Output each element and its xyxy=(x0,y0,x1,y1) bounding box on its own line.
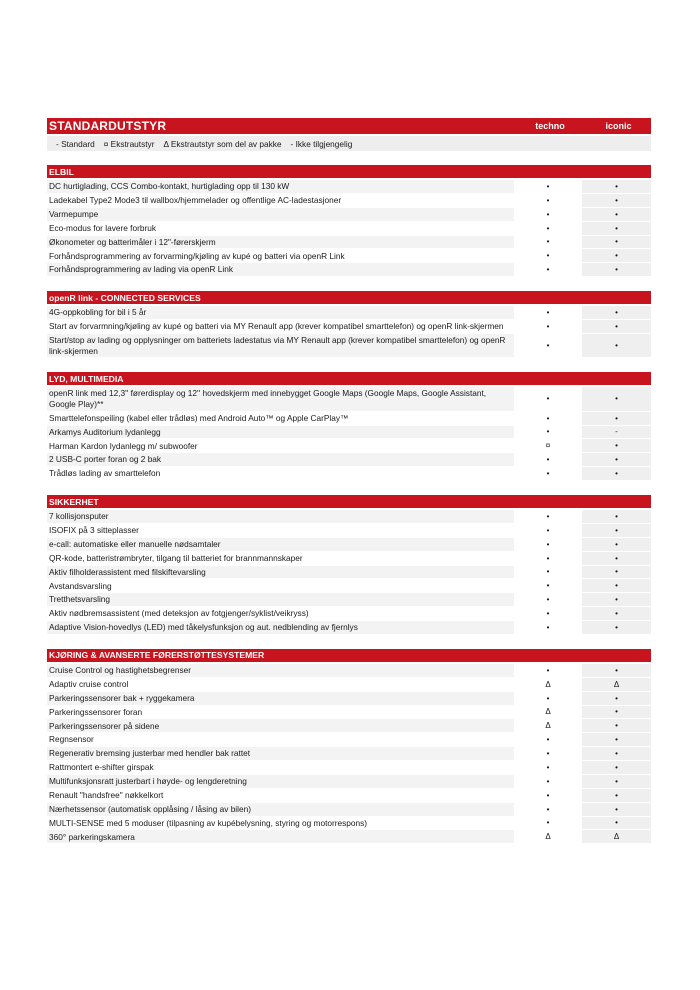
section-title: SIKKERHET xyxy=(47,495,651,508)
feature-label: Arkamys Auditorium lydanlegg xyxy=(47,426,514,439)
feature-label: Forhåndsprogrammering av forvarming/kjøling av kupé og batteri via openR Link xyxy=(47,249,514,262)
table-row xyxy=(47,747,651,761)
iconic-value: • xyxy=(582,719,651,732)
table-header xyxy=(47,118,651,134)
iconic-value: • xyxy=(582,194,651,207)
feature-label: Cruise Control og hastighetsbegrenser xyxy=(47,664,514,677)
iconic-value: Δ xyxy=(582,830,651,843)
iconic-value: • xyxy=(582,706,651,719)
feature-label: DC hurtiglading, CCS Combo-kontakt, hurtiglading opp til 130 kW xyxy=(47,180,514,193)
feature-label: ISOFIX på 3 sitteplasser xyxy=(47,524,514,537)
table-row xyxy=(47,733,651,747)
techno-value: • xyxy=(546,209,550,219)
iconic-value: • xyxy=(582,320,651,333)
iconic-value: • xyxy=(582,733,651,746)
table-row xyxy=(47,194,651,208)
table-row xyxy=(47,775,651,789)
feature-label: Regenerativ bremsing justerbar med hendler bak rattet xyxy=(47,747,514,760)
page-title: STANDARDUTSTYR xyxy=(49,119,167,133)
section xyxy=(47,165,651,277)
feature-label: Harman Kardon lydanlegg m/ subwoofer xyxy=(47,439,514,452)
table-row xyxy=(47,180,651,194)
techno-value: • xyxy=(546,195,550,205)
feature-label: Økonometer og batterimåler i 12"-førerskjerm xyxy=(47,236,514,249)
feature-label: Rattmontert e-shifter girspak xyxy=(47,761,514,774)
techno-value: • xyxy=(546,567,550,577)
section-rows xyxy=(47,664,651,844)
techno-value: • xyxy=(546,413,550,423)
iconic-value: • xyxy=(582,334,651,357)
techno-value: • xyxy=(546,181,550,191)
iconic-value: • xyxy=(582,467,651,480)
iconic-value: • xyxy=(582,208,651,221)
iconic-value: • xyxy=(582,263,651,276)
table-row xyxy=(47,524,651,538)
techno-value: • xyxy=(546,308,550,318)
feature-label: Nærhetssensor (automatisk opplåsing / låsing av bilen) xyxy=(47,803,514,816)
iconic-value: • xyxy=(582,692,651,705)
table-row xyxy=(47,236,651,250)
section-title: KJØRING & AVANSERTE FØRERSTØTTESYSTEMER xyxy=(47,649,651,662)
section-rows xyxy=(47,180,651,277)
table-row xyxy=(47,320,651,334)
iconic-value: • xyxy=(582,412,651,425)
table-row xyxy=(47,467,651,481)
table-row xyxy=(47,692,651,706)
techno-value: • xyxy=(546,321,550,331)
table-row xyxy=(47,249,651,263)
feature-label: Parkeringssensorer bak + ryggekamera xyxy=(47,692,514,705)
table-row xyxy=(47,579,651,593)
section-title: ELBIL xyxy=(47,165,651,178)
iconic-value: • xyxy=(582,222,651,235)
table-row xyxy=(47,789,651,803)
section xyxy=(47,649,651,844)
feature-label: Tretthetsvarsling xyxy=(47,593,514,606)
iconic-value: • xyxy=(582,817,651,830)
feature-label: Forhåndsprogrammering av lading via openR Link xyxy=(47,263,514,276)
equipment-table xyxy=(47,118,651,844)
table-row xyxy=(47,453,651,467)
techno-value: • xyxy=(546,539,550,549)
techno-value: • xyxy=(546,341,550,351)
table-row xyxy=(47,412,651,426)
table-row xyxy=(47,208,651,222)
feature-label: Avstandsvarsling xyxy=(47,579,514,592)
feature-label: QR-kode, batteristrømbryter, tilgang til batteriet for brannmannskaper xyxy=(47,552,514,565)
section-rows xyxy=(47,510,651,635)
feature-label: Aktiv filholderassistent med filskiftevarsling xyxy=(47,566,514,579)
iconic-value: - xyxy=(582,426,651,439)
techno-value: • xyxy=(546,511,550,521)
table-row xyxy=(47,664,651,678)
iconic-value: • xyxy=(582,789,651,802)
table-row xyxy=(47,678,651,692)
feature-label: 7 kollisjonsputer xyxy=(47,510,514,523)
techno-value: • xyxy=(546,622,550,632)
techno-value: ¤ xyxy=(545,441,551,451)
techno-value: • xyxy=(546,665,550,675)
iconic-value: • xyxy=(582,180,651,193)
feature-label: Adaptive Vision-hovedlys (LED) med tåkelysfunksjon og aut. nedblending av fjernlys xyxy=(47,621,514,634)
sections xyxy=(47,165,651,844)
techno-value: • xyxy=(546,265,550,275)
section-rows xyxy=(47,387,651,481)
table-row xyxy=(47,761,651,775)
table-row xyxy=(47,803,651,817)
techno-value: • xyxy=(546,693,550,703)
feature-label: Eco-modus for lavere forbruk xyxy=(47,222,514,235)
iconic-value: • xyxy=(582,510,651,523)
table-row xyxy=(47,593,651,607)
section xyxy=(47,372,651,481)
legend-option: ¤ Ekstrautstyr xyxy=(103,138,155,149)
techno-value: • xyxy=(546,609,550,619)
techno-value: • xyxy=(546,427,550,437)
table-row xyxy=(47,552,651,566)
table-row xyxy=(47,607,651,621)
techno-value: • xyxy=(546,581,550,591)
iconic-value: • xyxy=(582,236,651,249)
feature-label: Smarttelefonspeiling (kabel eller trådløs) med Android Auto™ og Apple CarPlay™ xyxy=(47,412,514,425)
table-row xyxy=(47,817,651,831)
iconic-value: • xyxy=(582,552,651,565)
section-title: LYD, MULTIMEDIA xyxy=(47,372,651,385)
feature-label: Renault "handsfree" nøkkelkort xyxy=(47,789,514,802)
techno-value: • xyxy=(546,525,550,535)
techno-value: Δ xyxy=(545,707,551,717)
techno-value: • xyxy=(546,762,550,772)
feature-label: e-call: automatiske eller manuelle nødsamtaler xyxy=(47,538,514,551)
feature-label: Adaptiv cruise control xyxy=(47,678,514,691)
column-header-iconic: iconic xyxy=(605,121,632,131)
techno-value: • xyxy=(546,553,550,563)
table-row xyxy=(47,263,651,277)
feature-label: 2 USB-C porter foran og 2 bak xyxy=(47,453,514,466)
techno-value: • xyxy=(546,790,550,800)
feature-label: Multifunksjonsratt justerbart i høyde- og lengderetning xyxy=(47,775,514,788)
feature-label: Parkeringssensorer på sidene xyxy=(47,719,514,732)
techno-value: • xyxy=(546,455,550,465)
techno-value: • xyxy=(546,818,550,828)
feature-label: Varmepumpe xyxy=(47,208,514,221)
feature-label: Regnsensor xyxy=(47,733,514,746)
table-row xyxy=(47,706,651,720)
iconic-value: • xyxy=(582,607,651,620)
table-row xyxy=(47,439,651,453)
feature-label: MULTI-SENSE med 5 moduser (tilpasning av kupébelysning, styring og motorrespons) xyxy=(47,817,514,830)
iconic-value: • xyxy=(582,761,651,774)
table-row xyxy=(47,566,651,580)
techno-value: • xyxy=(546,394,550,404)
section xyxy=(47,495,651,635)
section-title: openR link - CONNECTED SERVICES xyxy=(47,291,651,304)
techno-value: • xyxy=(546,469,550,479)
techno-value: Δ xyxy=(545,832,551,842)
table-row xyxy=(47,621,651,635)
iconic-value: • xyxy=(582,387,651,410)
feature-label: Start av forvarmning/kjøling av kupé og batteri via MY Renault app (krever kompatibel smarttelefon) og openR link-skjermen xyxy=(47,320,514,333)
table-row xyxy=(47,510,651,524)
feature-label: Ladekabel Type2 Mode3 til wallbox/hjemmelader og offentlige AC-ladestasjoner xyxy=(47,194,514,207)
techno-value: • xyxy=(546,776,550,786)
feature-label: Start/stop av lading og opplysninger om batteriets ladestatus via MY Renault app (krever kompatibel smarttelefon) og openR link-skjermen xyxy=(47,334,514,357)
techno-value: Δ xyxy=(545,721,551,731)
iconic-value: • xyxy=(582,524,651,537)
table-row xyxy=(47,306,651,320)
table-row xyxy=(47,426,651,440)
section-rows xyxy=(47,306,651,358)
techno-value: • xyxy=(546,223,550,233)
feature-label: Aktiv nødbremsassistent (med deteksjon av fotgjenger/syklist/veikryss) xyxy=(47,607,514,620)
table-row xyxy=(47,538,651,552)
table-row xyxy=(47,830,651,844)
iconic-value: • xyxy=(582,775,651,788)
iconic-value: • xyxy=(582,538,651,551)
legend xyxy=(47,136,651,151)
section xyxy=(47,291,651,358)
iconic-value: • xyxy=(582,747,651,760)
table-row xyxy=(47,387,651,411)
iconic-value: • xyxy=(582,249,651,262)
legend-standard: - Standard xyxy=(56,138,95,149)
iconic-value: • xyxy=(582,664,651,677)
iconic-value: • xyxy=(582,803,651,816)
legend-package: Δ Ekstrautstyr som del av pakke xyxy=(163,138,282,149)
feature-label: 4G-oppkobling for bil i 5 år xyxy=(47,306,514,319)
techno-value: • xyxy=(546,251,550,261)
table-row xyxy=(47,719,651,733)
techno-value: Δ xyxy=(545,679,551,689)
iconic-value: • xyxy=(582,439,651,452)
iconic-value: • xyxy=(582,566,651,579)
techno-value: • xyxy=(546,749,550,759)
legend-unavailable: - Ikke tilgjengelig xyxy=(290,138,353,149)
techno-value: • xyxy=(546,804,550,814)
column-header-techno: techno xyxy=(535,121,565,131)
feature-label: 360° parkeringskamera xyxy=(47,830,514,843)
table-row xyxy=(47,222,651,236)
feature-label: Trådløs lading av smarttelefon xyxy=(47,467,514,480)
iconic-value: • xyxy=(582,453,651,466)
iconic-value: • xyxy=(582,306,651,319)
feature-label: Parkeringssensorer foran xyxy=(47,706,514,719)
feature-label: openR link med 12,3'' førerdisplay og 12'' hovedskjerm med innebygget Google Maps (Google Maps, Google Assistant, Google Play)** xyxy=(47,387,514,410)
iconic-value: • xyxy=(582,621,651,634)
techno-value: • xyxy=(546,237,550,247)
table-row xyxy=(47,334,651,358)
techno-value: • xyxy=(546,595,550,605)
iconic-value: Δ xyxy=(582,678,651,691)
iconic-value: • xyxy=(582,579,651,592)
iconic-value: • xyxy=(582,593,651,606)
techno-value: • xyxy=(546,735,550,745)
